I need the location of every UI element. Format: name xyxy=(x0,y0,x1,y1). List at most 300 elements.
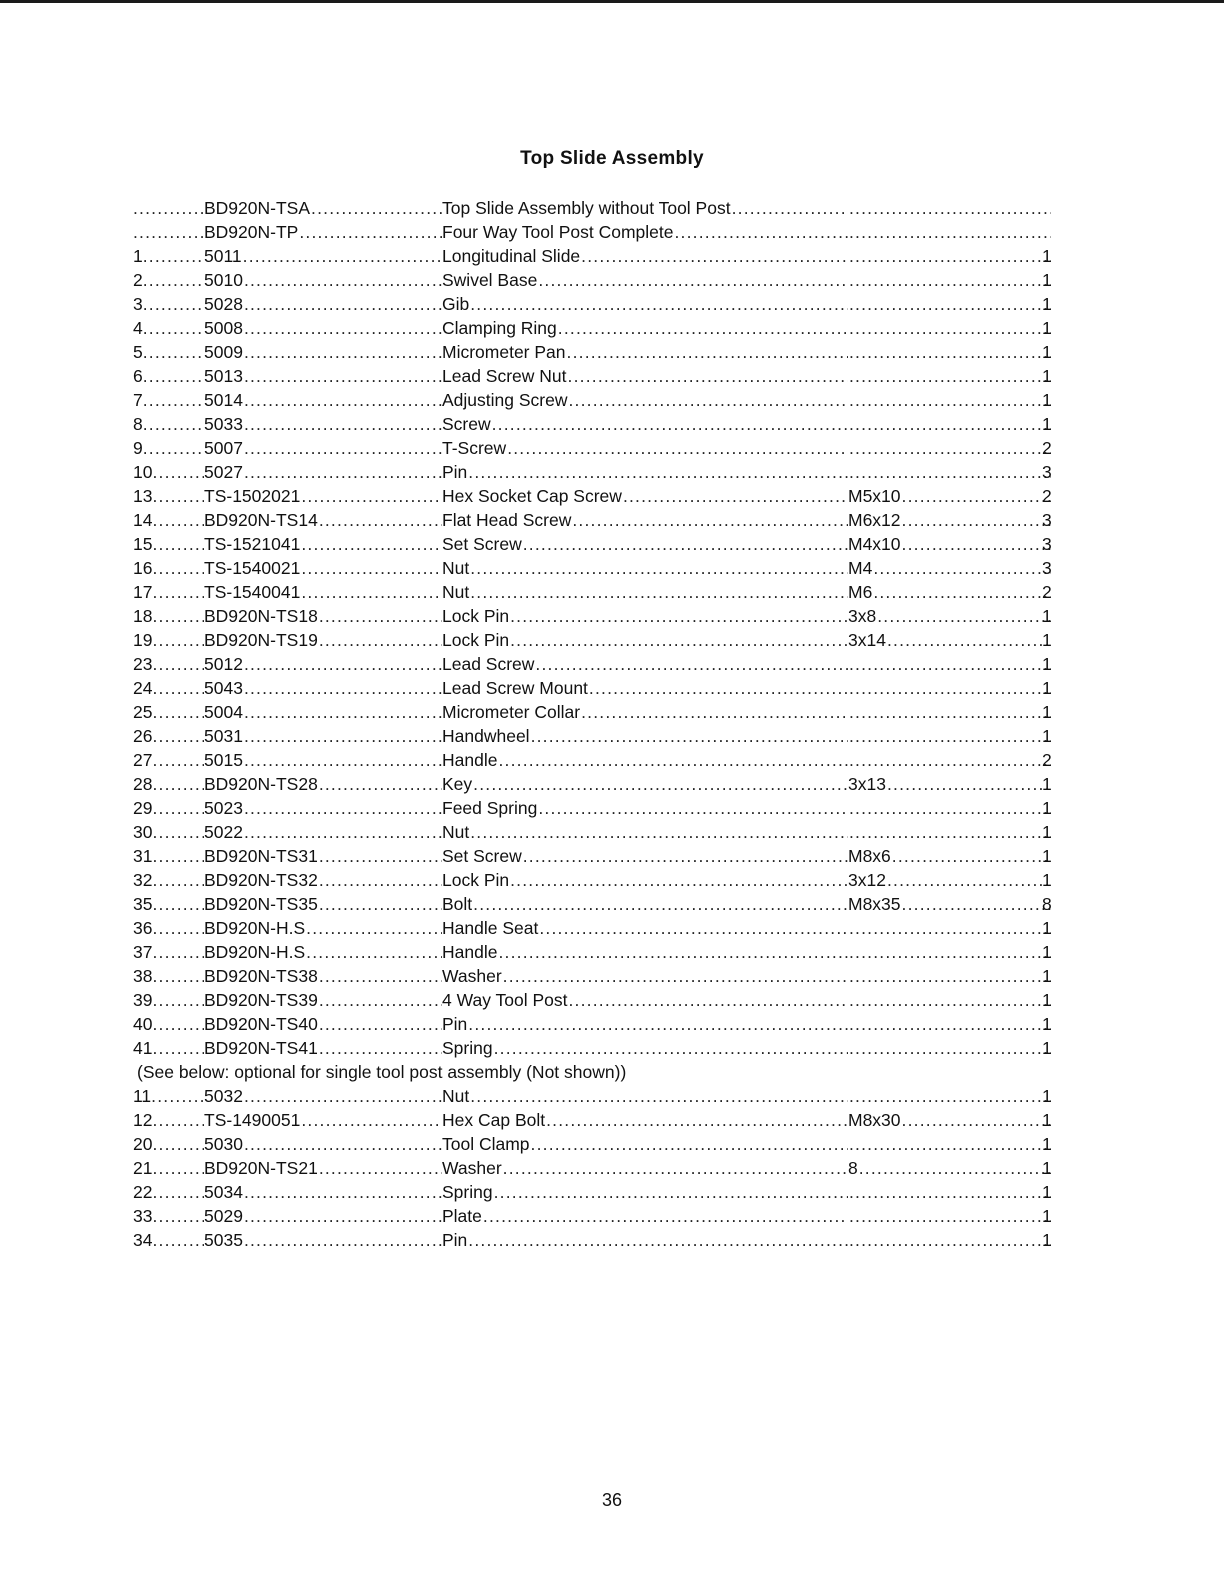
dot-leader xyxy=(849,748,1051,772)
part-description-text: Pin xyxy=(442,1230,468,1250)
ref-number-text: 11 xyxy=(133,1086,152,1106)
dot-leader xyxy=(299,220,442,244)
parts-row xyxy=(133,484,1053,508)
part-description-text: Nut xyxy=(442,558,470,578)
dot-leader xyxy=(732,196,848,220)
part-spec-text: M6x12 xyxy=(848,510,901,530)
dot-leader xyxy=(306,940,442,964)
part-spec xyxy=(848,292,1051,316)
dot-leader xyxy=(470,820,848,844)
ref-number-text: 3 xyxy=(133,294,143,314)
part-description xyxy=(442,796,848,820)
part-spec-text: 3x13 xyxy=(848,774,886,794)
part-description xyxy=(442,772,848,796)
dot-leader xyxy=(152,892,204,916)
parts-row xyxy=(133,604,1053,628)
ref-number xyxy=(133,556,204,580)
ref-number-text: 22 xyxy=(133,1182,153,1202)
dot-leader xyxy=(470,580,848,604)
part-qty-text: 2 xyxy=(1042,486,1052,506)
dot-leader xyxy=(244,1228,442,1252)
parts-row xyxy=(133,1036,1053,1060)
part-spec xyxy=(848,1084,1051,1108)
dot-leader xyxy=(581,700,848,724)
part-description xyxy=(442,1228,848,1252)
part-spec xyxy=(848,1204,1051,1228)
part-qty-text: 1 xyxy=(1042,390,1052,410)
part-description xyxy=(442,220,848,244)
ref-number-text: 15 xyxy=(133,534,153,554)
part-qty-text: 1 xyxy=(1042,1086,1052,1106)
dot-leader xyxy=(510,868,848,892)
ref-number xyxy=(133,316,204,340)
ref-number xyxy=(133,244,204,268)
dot-leader xyxy=(572,508,848,532)
part-description xyxy=(442,412,848,436)
part-qty-text: 1 xyxy=(1042,1206,1052,1226)
dot-leader xyxy=(319,604,442,628)
part-spec xyxy=(848,1228,1051,1252)
ref-number xyxy=(133,820,204,844)
parts-row xyxy=(133,748,1053,772)
ref-number-text: 25 xyxy=(133,702,153,722)
part-number-text: 5010 xyxy=(204,270,243,290)
ref-number xyxy=(133,1084,204,1108)
dot-leader xyxy=(558,316,848,340)
part-description-text: Four Way Tool Post Complete xyxy=(442,222,674,242)
dot-leader xyxy=(143,436,204,460)
dot-leader xyxy=(849,988,1051,1012)
part-number-text: 5043 xyxy=(204,678,243,698)
ref-number-text: 17 xyxy=(133,582,153,602)
part-description xyxy=(442,196,848,220)
dot-leader xyxy=(849,316,1051,340)
part-qty xyxy=(1042,1132,1054,1156)
part-description-text: Gib xyxy=(442,294,470,314)
parts-row xyxy=(133,676,1053,700)
dot-leader xyxy=(849,940,1051,964)
ref-number-text: 32 xyxy=(133,870,153,890)
part-qty xyxy=(1042,460,1054,484)
part-qty xyxy=(1042,556,1054,580)
ref-number-text: 28 xyxy=(133,774,153,794)
dot-leader xyxy=(152,796,204,820)
part-spec xyxy=(848,388,1051,412)
part-description xyxy=(442,436,848,460)
part-qty xyxy=(1042,340,1054,364)
part-number xyxy=(204,412,442,436)
dot-leader xyxy=(244,340,442,364)
part-qty-text: 1 xyxy=(1042,822,1052,842)
part-qty xyxy=(1042,412,1054,436)
part-spec xyxy=(848,244,1051,268)
ref-number xyxy=(133,676,204,700)
part-description-text: Nut xyxy=(442,1086,470,1106)
ref-number-text: 7 xyxy=(133,390,143,410)
part-number-text: 5012 xyxy=(204,654,243,674)
dot-leader xyxy=(244,388,442,412)
dot-leader xyxy=(143,388,204,412)
dot-leader xyxy=(849,268,1051,292)
ref-number-text: 36 xyxy=(133,918,153,938)
parts-row xyxy=(133,1012,1053,1036)
ref-number xyxy=(133,1036,204,1060)
part-description xyxy=(442,988,848,1012)
dot-leader xyxy=(589,676,848,700)
part-spec xyxy=(848,484,1051,508)
dot-leader xyxy=(902,532,1051,556)
part-number-text: BD920N-TSA xyxy=(204,198,311,218)
part-description-text: T-Screw xyxy=(442,438,507,458)
part-qty-text: 1 xyxy=(1042,774,1052,794)
ref-number-text: 20 xyxy=(133,1134,153,1154)
part-number-text: BD920N-TS14 xyxy=(204,510,318,530)
part-number-text: 5029 xyxy=(204,1206,243,1226)
parts-row xyxy=(133,988,1053,1012)
ref-number-text: 40 xyxy=(133,1014,153,1034)
dot-leader xyxy=(568,388,848,412)
dot-leader xyxy=(152,1108,204,1132)
ref-number xyxy=(133,460,204,484)
ref-number xyxy=(133,1204,204,1228)
part-qty-text: 1 xyxy=(1042,918,1052,938)
dot-leader xyxy=(503,1156,848,1180)
parts-row xyxy=(133,340,1053,364)
part-description-text: Hex Socket Cap Screw xyxy=(442,486,622,506)
part-number-text: 5032 xyxy=(204,1086,243,1106)
ref-number xyxy=(133,1012,204,1036)
dot-leader xyxy=(473,892,848,916)
parts-row xyxy=(133,940,1053,964)
ref-number-text: 27 xyxy=(133,750,153,770)
part-number xyxy=(204,700,442,724)
dot-leader xyxy=(152,748,204,772)
ref-number xyxy=(133,532,204,556)
parts-row xyxy=(133,460,1053,484)
part-description-text: Plate xyxy=(442,1206,482,1226)
dot-leader xyxy=(152,940,204,964)
part-qty-text: 1 xyxy=(1042,342,1052,362)
part-spec xyxy=(848,700,1051,724)
dot-leader xyxy=(319,892,442,916)
dot-leader xyxy=(301,532,442,556)
part-qty xyxy=(1042,364,1054,388)
dot-leader xyxy=(152,628,204,652)
dot-leader xyxy=(849,1204,1051,1228)
part-spec xyxy=(848,268,1051,292)
parts-row xyxy=(133,196,1053,220)
part-spec xyxy=(848,724,1051,748)
part-qty-text: 1 xyxy=(1042,294,1052,314)
part-number-text: TS-1540021 xyxy=(204,558,301,578)
part-number xyxy=(204,652,442,676)
part-number-text: 5034 xyxy=(204,1182,243,1202)
part-description xyxy=(442,580,848,604)
part-number xyxy=(204,1036,442,1060)
part-qty xyxy=(1042,628,1054,652)
parts-row xyxy=(133,1156,1053,1180)
part-spec xyxy=(848,460,1051,484)
part-description-text: Spring xyxy=(442,1182,493,1202)
dot-leader xyxy=(152,460,204,484)
part-qty xyxy=(1042,484,1054,508)
part-number-text: 5023 xyxy=(204,798,243,818)
part-qty xyxy=(1042,388,1054,412)
dot-leader xyxy=(568,988,848,1012)
dot-leader xyxy=(319,508,442,532)
ref-number xyxy=(133,988,204,1012)
optional-parts-group xyxy=(133,1084,1053,1252)
dot-leader xyxy=(152,1228,204,1252)
ref-number xyxy=(133,436,204,460)
ref-number-text: 1 xyxy=(133,246,143,266)
part-qty xyxy=(1042,1204,1054,1228)
dot-leader xyxy=(468,1228,848,1252)
dot-leader xyxy=(849,964,1051,988)
dot-leader xyxy=(503,964,848,988)
ref-number xyxy=(133,916,204,940)
dot-leader xyxy=(143,340,204,364)
parts-row xyxy=(133,724,1053,748)
parts-row xyxy=(133,892,1053,916)
part-description-text: Micrometer Pan xyxy=(442,342,566,362)
part-qty xyxy=(1042,316,1054,340)
dot-leader xyxy=(538,796,848,820)
part-number xyxy=(204,1180,442,1204)
dot-leader xyxy=(902,508,1051,532)
ref-number xyxy=(133,292,204,316)
part-description-text: Handle xyxy=(442,750,498,770)
part-qty xyxy=(1042,1012,1054,1036)
part-qty-text: 8 xyxy=(1042,894,1052,914)
parts-row xyxy=(133,820,1053,844)
dot-leader xyxy=(492,412,848,436)
parts-row xyxy=(133,1084,1053,1108)
parts-row xyxy=(133,700,1053,724)
part-qty-text: 1 xyxy=(1042,966,1052,986)
part-description xyxy=(442,556,848,580)
part-number xyxy=(204,580,442,604)
dot-leader xyxy=(849,700,1051,724)
ref-number-text: 18 xyxy=(133,606,153,626)
dot-leader xyxy=(849,340,1051,364)
parts-row xyxy=(133,364,1053,388)
part-description-text: Pin xyxy=(442,462,468,482)
parts-row xyxy=(133,388,1053,412)
part-description xyxy=(442,292,848,316)
part-number-text: TS-1490051 xyxy=(204,1110,301,1130)
part-description xyxy=(442,964,848,988)
part-spec xyxy=(848,604,1051,628)
part-qty xyxy=(1042,940,1054,964)
dot-leader xyxy=(535,652,848,676)
part-qty-text: 2 xyxy=(1042,582,1052,602)
part-description-text: Washer xyxy=(442,1158,502,1178)
parts-row xyxy=(133,796,1053,820)
parts-row xyxy=(133,316,1053,340)
part-qty-text: 1 xyxy=(1042,366,1052,386)
part-spec xyxy=(848,364,1051,388)
dot-leader xyxy=(849,412,1051,436)
part-number xyxy=(204,508,442,532)
parts-row xyxy=(133,532,1053,556)
part-spec xyxy=(848,316,1051,340)
part-number-text: 5008 xyxy=(204,318,243,338)
dot-leader xyxy=(243,244,442,268)
dot-leader xyxy=(143,316,204,340)
part-spec xyxy=(848,868,1051,892)
part-qty xyxy=(1042,508,1054,532)
dot-leader xyxy=(531,1132,848,1156)
dot-leader xyxy=(244,316,442,340)
part-description xyxy=(442,340,848,364)
dot-leader xyxy=(244,1204,442,1228)
ref-number xyxy=(133,748,204,772)
part-spec xyxy=(848,916,1051,940)
dot-leader xyxy=(244,748,442,772)
part-description xyxy=(442,940,848,964)
ref-number xyxy=(133,964,204,988)
parts-row xyxy=(133,1132,1053,1156)
part-qty xyxy=(1042,244,1054,268)
part-number-text: 5011 xyxy=(204,246,242,266)
dot-leader xyxy=(244,292,442,316)
part-number-text: BD920N-TP xyxy=(204,222,299,242)
part-number-text: BD920N-TS18 xyxy=(204,606,318,626)
part-qty xyxy=(1042,1084,1054,1108)
dot-leader xyxy=(319,868,442,892)
part-description-text: Micrometer Collar xyxy=(442,702,581,722)
dot-leader xyxy=(887,772,1051,796)
part-qty xyxy=(1042,748,1054,772)
parts-row xyxy=(133,580,1053,604)
part-description-text: Top Slide Assembly without Tool Post xyxy=(442,198,731,218)
dot-leader xyxy=(306,916,442,940)
dot-leader xyxy=(873,580,1051,604)
part-spec xyxy=(848,892,1051,916)
part-number xyxy=(204,820,442,844)
part-number xyxy=(204,1156,442,1180)
dot-leader xyxy=(849,1012,1051,1036)
part-description xyxy=(442,892,848,916)
part-qty xyxy=(1042,988,1054,1012)
dot-leader xyxy=(301,484,442,508)
dot-leader xyxy=(623,484,848,508)
part-number xyxy=(204,868,442,892)
dot-leader xyxy=(152,1156,204,1180)
dot-leader xyxy=(859,1156,1051,1180)
part-number xyxy=(204,292,442,316)
part-number xyxy=(204,244,442,268)
dot-leader xyxy=(887,628,1051,652)
dot-leader xyxy=(133,196,204,220)
part-number-text: 5027 xyxy=(204,462,243,482)
parts-row xyxy=(133,436,1053,460)
part-qty-text: 3 xyxy=(1042,462,1052,482)
part-qty-text: 2 xyxy=(1042,438,1052,458)
dot-leader xyxy=(152,652,204,676)
part-description-text: Handwheel xyxy=(442,726,530,746)
dot-leader xyxy=(133,220,204,244)
part-qty-text: 1 xyxy=(1042,1038,1052,1058)
dot-leader xyxy=(244,676,442,700)
dot-leader xyxy=(244,1132,442,1156)
parts-row xyxy=(133,1228,1053,1252)
part-spec xyxy=(848,940,1051,964)
dot-leader xyxy=(902,892,1051,916)
parts-row xyxy=(133,652,1053,676)
dot-leader xyxy=(319,1012,442,1036)
dot-leader xyxy=(319,628,442,652)
part-description xyxy=(442,1204,848,1228)
part-spec xyxy=(848,1156,1051,1180)
ref-number-text: 24 xyxy=(133,678,153,698)
part-qty xyxy=(1042,796,1054,820)
part-description xyxy=(442,676,848,700)
part-number-text: BD920N-H.S xyxy=(204,942,306,962)
part-number-text: 5030 xyxy=(204,1134,243,1154)
dot-leader xyxy=(319,1036,442,1060)
part-description xyxy=(442,724,848,748)
part-qty xyxy=(1042,772,1054,796)
parts-list xyxy=(133,196,1053,1252)
part-number xyxy=(204,988,442,1012)
part-description xyxy=(442,1084,848,1108)
dot-leader xyxy=(152,1180,204,1204)
parts-row xyxy=(133,916,1053,940)
dot-leader xyxy=(152,508,204,532)
part-qty xyxy=(1042,196,1054,220)
part-spec xyxy=(848,1012,1051,1036)
dot-leader xyxy=(143,244,204,268)
part-description xyxy=(442,700,848,724)
part-description-text: Bolt xyxy=(442,894,473,914)
part-number xyxy=(204,1228,442,1252)
part-description xyxy=(442,388,848,412)
part-qty-text: 1 xyxy=(1042,846,1052,866)
part-qty-text: 1 xyxy=(1042,1230,1052,1250)
part-description xyxy=(442,844,848,868)
part-description xyxy=(442,532,848,556)
part-number-text: BD920N-H.S xyxy=(204,918,306,938)
part-qty xyxy=(1042,604,1054,628)
dot-leader xyxy=(468,1012,848,1036)
dot-leader xyxy=(244,820,442,844)
parts-row xyxy=(133,772,1053,796)
part-description-text: Lead Screw Nut xyxy=(442,366,567,386)
part-description-text: Pin xyxy=(442,1014,468,1034)
ref-number xyxy=(133,508,204,532)
part-description-text: Lock Pin xyxy=(442,630,510,650)
part-description xyxy=(442,652,848,676)
dot-leader xyxy=(849,220,1051,244)
part-number-text: 5022 xyxy=(204,822,243,842)
ref-number-text: 2 xyxy=(133,270,143,290)
part-spec xyxy=(848,1108,1051,1132)
part-spec xyxy=(848,1132,1051,1156)
part-qty xyxy=(1042,580,1054,604)
dot-leader xyxy=(244,1084,442,1108)
part-qty xyxy=(1042,1156,1054,1180)
part-spec xyxy=(848,988,1051,1012)
dot-leader xyxy=(849,1180,1051,1204)
part-description-text: Clamping Ring xyxy=(442,318,557,338)
part-number xyxy=(204,772,442,796)
dot-leader xyxy=(873,556,1051,580)
part-spec xyxy=(848,964,1051,988)
part-spec xyxy=(848,1180,1051,1204)
part-description xyxy=(442,1012,848,1036)
